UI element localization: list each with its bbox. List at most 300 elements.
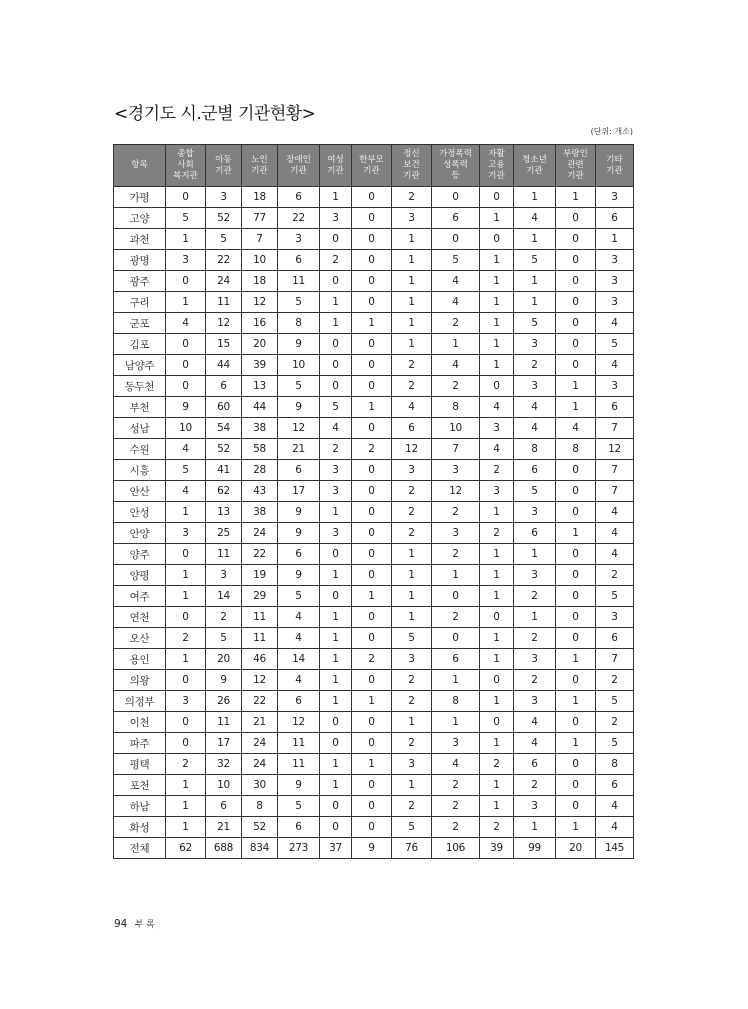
value-cell: 2 (320, 250, 352, 271)
value-cell: 9 (166, 397, 206, 418)
value-cell: 4 (596, 523, 634, 544)
region-cell: 의왕 (114, 670, 166, 691)
value-cell: 4 (514, 712, 556, 733)
value-cell: 0 (556, 628, 596, 649)
value-cell: 25 (206, 523, 242, 544)
value-cell: 1 (320, 649, 352, 670)
value-cell: 8 (432, 397, 480, 418)
value-cell: 11 (206, 544, 242, 565)
value-cell: 0 (556, 229, 596, 250)
table-row (114, 712, 634, 733)
value-cell: 6 (432, 208, 480, 229)
value-cell: 1 (480, 691, 514, 712)
value-cell: 7 (596, 460, 634, 481)
value-cell: 1 (392, 544, 432, 565)
column-header: 부랑인 관련 기관 (556, 145, 596, 187)
value-cell: 1 (480, 628, 514, 649)
value-cell: 2 (596, 670, 634, 691)
value-cell: 0 (556, 775, 596, 796)
value-cell: 1 (480, 502, 514, 523)
value-cell: 3 (596, 376, 634, 397)
value-cell: 2 (206, 607, 242, 628)
value-cell: 1 (320, 565, 352, 586)
value-cell: 0 (556, 355, 596, 376)
header-row (114, 145, 634, 187)
region-cell: 군포 (114, 313, 166, 334)
value-cell: 2 (352, 649, 392, 670)
value-cell: 4 (392, 397, 432, 418)
value-cell: 0 (556, 796, 596, 817)
value-cell: 17 (278, 481, 320, 502)
value-cell: 22 (242, 691, 278, 712)
value-cell: 0 (320, 544, 352, 565)
region-cell: 이천 (114, 712, 166, 733)
value-cell: 3 (392, 208, 432, 229)
value-cell: 1 (166, 586, 206, 607)
region-cell: 김포 (114, 334, 166, 355)
table-row (114, 481, 634, 502)
value-cell: 62 (206, 481, 242, 502)
value-cell: 3 (278, 229, 320, 250)
value-cell: 1 (320, 754, 352, 775)
value-cell: 32 (206, 754, 242, 775)
value-cell: 3 (596, 250, 634, 271)
value-cell: 10 (242, 250, 278, 271)
value-cell: 1 (320, 313, 352, 334)
value-cell: 77 (242, 208, 278, 229)
value-cell: 1 (480, 334, 514, 355)
value-cell: 3 (514, 334, 556, 355)
value-cell: 2 (432, 817, 480, 838)
value-cell: 38 (242, 502, 278, 523)
value-cell: 12 (392, 439, 432, 460)
region-cell: 동두천 (114, 376, 166, 397)
value-cell: 2 (392, 355, 432, 376)
value-cell: 3 (166, 691, 206, 712)
value-cell: 12 (278, 418, 320, 439)
value-cell: 2 (320, 439, 352, 460)
value-cell: 1 (556, 376, 596, 397)
value-cell: 2 (514, 628, 556, 649)
value-cell: 26 (206, 691, 242, 712)
value-cell: 0 (166, 544, 206, 565)
value-cell: 24 (242, 733, 278, 754)
value-cell: 1 (514, 271, 556, 292)
value-cell: 0 (320, 712, 352, 733)
value-cell: 1 (514, 292, 556, 313)
value-cell: 4 (432, 355, 480, 376)
region-cell: 양주 (114, 544, 166, 565)
value-cell: 8 (596, 754, 634, 775)
value-cell: 0 (556, 250, 596, 271)
value-cell: 52 (206, 439, 242, 460)
value-cell: 0 (556, 271, 596, 292)
value-cell: 41 (206, 460, 242, 481)
value-cell: 1 (320, 775, 352, 796)
column-header: 종합 사회 복지관 (166, 145, 206, 187)
value-cell: 43 (242, 481, 278, 502)
value-cell: 1 (514, 607, 556, 628)
value-cell: 145 (596, 838, 634, 859)
value-cell: 76 (392, 838, 432, 859)
value-cell: 0 (352, 565, 392, 586)
value-cell: 1 (352, 313, 392, 334)
value-cell: 5 (278, 586, 320, 607)
value-cell: 20 (206, 649, 242, 670)
value-cell: 0 (352, 607, 392, 628)
value-cell: 24 (242, 754, 278, 775)
value-cell: 2 (432, 502, 480, 523)
table-row (114, 817, 634, 838)
value-cell: 9 (352, 838, 392, 859)
value-cell: 0 (166, 712, 206, 733)
value-cell: 2 (432, 313, 480, 334)
value-cell: 1 (320, 187, 352, 208)
value-cell: 6 (596, 775, 634, 796)
value-cell: 11 (242, 607, 278, 628)
value-cell: 8 (514, 439, 556, 460)
region-cell: 광주 (114, 271, 166, 292)
value-cell: 0 (320, 817, 352, 838)
value-cell: 1 (166, 565, 206, 586)
value-cell: 1 (320, 502, 352, 523)
region-cell: 광명 (114, 250, 166, 271)
value-cell: 1 (320, 670, 352, 691)
value-cell: 3 (392, 754, 432, 775)
table-row (114, 397, 634, 418)
value-cell: 4 (320, 418, 352, 439)
value-cell: 12 (242, 670, 278, 691)
value-cell: 1 (320, 292, 352, 313)
value-cell: 4 (278, 607, 320, 628)
region-cell: 파주 (114, 733, 166, 754)
value-cell: 11 (206, 712, 242, 733)
value-cell: 1 (166, 775, 206, 796)
value-cell: 1 (480, 796, 514, 817)
value-cell: 3 (206, 565, 242, 586)
value-cell: 8 (556, 439, 596, 460)
value-cell: 6 (432, 649, 480, 670)
value-cell: 2 (480, 754, 514, 775)
value-cell: 3 (596, 271, 634, 292)
value-cell: 5 (206, 229, 242, 250)
value-cell: 10 (166, 418, 206, 439)
value-cell: 273 (278, 838, 320, 859)
value-cell: 4 (514, 397, 556, 418)
table-row (114, 628, 634, 649)
value-cell: 0 (166, 733, 206, 754)
value-cell: 0 (480, 229, 514, 250)
value-cell: 5 (166, 460, 206, 481)
value-cell: 3 (392, 649, 432, 670)
value-cell: 3 (514, 502, 556, 523)
value-cell: 0 (320, 271, 352, 292)
value-cell: 6 (278, 187, 320, 208)
value-cell: 0 (352, 481, 392, 502)
value-cell: 5 (596, 586, 634, 607)
value-cell: 4 (166, 481, 206, 502)
value-cell: 9 (278, 334, 320, 355)
value-cell: 4 (514, 418, 556, 439)
value-cell: 1 (392, 292, 432, 313)
table-row (114, 460, 634, 481)
value-cell: 14 (278, 649, 320, 670)
value-cell: 4 (480, 439, 514, 460)
value-cell: 99 (514, 838, 556, 859)
value-cell: 0 (352, 712, 392, 733)
table-row (114, 502, 634, 523)
value-cell: 1 (556, 523, 596, 544)
value-cell: 5 (278, 292, 320, 313)
value-cell: 6 (278, 691, 320, 712)
value-cell: 22 (278, 208, 320, 229)
value-cell: 3 (480, 418, 514, 439)
value-cell: 11 (278, 733, 320, 754)
value-cell: 5 (278, 796, 320, 817)
region-cell: 시흥 (114, 460, 166, 481)
value-cell: 2 (480, 817, 514, 838)
region-cell: 연천 (114, 607, 166, 628)
value-cell: 0 (352, 733, 392, 754)
table-row (114, 229, 634, 250)
value-cell: 0 (320, 733, 352, 754)
value-cell: 0 (556, 565, 596, 586)
value-cell: 10 (206, 775, 242, 796)
value-cell: 6 (596, 397, 634, 418)
value-cell: 52 (206, 208, 242, 229)
value-cell: 5 (596, 733, 634, 754)
value-cell: 1 (392, 271, 432, 292)
value-cell: 1 (432, 670, 480, 691)
value-cell: 20 (556, 838, 596, 859)
value-cell: 4 (278, 670, 320, 691)
value-cell: 13 (242, 376, 278, 397)
region-cell: 화성 (114, 817, 166, 838)
column-header: 한부모 기관 (352, 145, 392, 187)
value-cell: 6 (514, 523, 556, 544)
region-cell: 안성 (114, 502, 166, 523)
value-cell: 0 (352, 796, 392, 817)
value-cell: 18 (242, 187, 278, 208)
value-cell: 1 (514, 187, 556, 208)
value-cell: 2 (480, 460, 514, 481)
value-cell: 9 (278, 565, 320, 586)
value-cell: 0 (352, 334, 392, 355)
value-cell: 11 (278, 271, 320, 292)
value-cell: 12 (242, 292, 278, 313)
value-cell: 14 (206, 586, 242, 607)
value-cell: 834 (242, 838, 278, 859)
table-row (114, 649, 634, 670)
value-cell: 2 (352, 439, 392, 460)
value-cell: 12 (596, 439, 634, 460)
value-cell: 1 (166, 649, 206, 670)
value-cell: 4 (432, 292, 480, 313)
value-cell: 2 (596, 565, 634, 586)
page-number: 94 (114, 918, 128, 930)
value-cell: 21 (206, 817, 242, 838)
value-cell: 1 (480, 586, 514, 607)
value-cell: 0 (480, 607, 514, 628)
value-cell: 22 (206, 250, 242, 271)
region-cell: 평택 (114, 754, 166, 775)
value-cell: 5 (514, 250, 556, 271)
value-cell: 0 (556, 607, 596, 628)
value-cell: 0 (320, 796, 352, 817)
region-cell: 여주 (114, 586, 166, 607)
value-cell: 0 (166, 355, 206, 376)
value-cell: 0 (352, 208, 392, 229)
value-cell: 4 (480, 397, 514, 418)
value-cell: 1 (320, 628, 352, 649)
value-cell: 6 (596, 628, 634, 649)
value-cell: 7 (596, 649, 634, 670)
value-cell: 2 (514, 355, 556, 376)
value-cell: 11 (242, 628, 278, 649)
value-cell: 13 (206, 502, 242, 523)
value-cell: 7 (596, 481, 634, 502)
value-cell: 4 (514, 208, 556, 229)
value-cell: 2 (392, 523, 432, 544)
table-row (114, 523, 634, 544)
value-cell: 1 (320, 607, 352, 628)
region-cell: 의정부 (114, 691, 166, 712)
section-label: 부 록 (134, 920, 155, 930)
value-cell: 6 (206, 796, 242, 817)
value-cell: 0 (320, 355, 352, 376)
value-cell: 1 (392, 250, 432, 271)
value-cell: 8 (242, 796, 278, 817)
value-cell: 54 (206, 418, 242, 439)
value-cell: 15 (206, 334, 242, 355)
value-cell: 1 (480, 544, 514, 565)
value-cell: 29 (242, 586, 278, 607)
value-cell: 1 (480, 355, 514, 376)
value-cell: 0 (320, 334, 352, 355)
value-cell: 0 (166, 607, 206, 628)
value-cell: 0 (352, 460, 392, 481)
value-cell: 1 (392, 334, 432, 355)
value-cell: 0 (480, 187, 514, 208)
value-cell: 0 (352, 775, 392, 796)
value-cell: 0 (556, 754, 596, 775)
value-cell: 1 (392, 586, 432, 607)
value-cell: 1 (480, 733, 514, 754)
value-cell: 62 (166, 838, 206, 859)
region-cell: 부천 (114, 397, 166, 418)
column-header: 노인 기관 (242, 145, 278, 187)
value-cell: 0 (320, 586, 352, 607)
value-cell: 0 (556, 502, 596, 523)
value-cell: 11 (278, 754, 320, 775)
value-cell: 1 (352, 397, 392, 418)
value-cell: 3 (432, 733, 480, 754)
value-cell: 0 (432, 586, 480, 607)
value-cell: 24 (206, 271, 242, 292)
value-cell: 1 (352, 691, 392, 712)
value-cell: 0 (352, 187, 392, 208)
value-cell: 3 (206, 187, 242, 208)
value-cell: 4 (596, 313, 634, 334)
table-row (114, 355, 634, 376)
value-cell: 2 (514, 775, 556, 796)
value-cell: 0 (480, 376, 514, 397)
value-cell: 10 (432, 418, 480, 439)
value-cell: 12 (206, 313, 242, 334)
column-header: 항목 (114, 145, 166, 187)
region-cell: 양평 (114, 565, 166, 586)
value-cell: 2 (432, 607, 480, 628)
value-cell: 30 (242, 775, 278, 796)
page-footer (114, 917, 155, 930)
value-cell: 0 (556, 712, 596, 733)
value-cell: 2 (432, 376, 480, 397)
value-cell: 1 (596, 229, 634, 250)
value-cell: 0 (352, 229, 392, 250)
value-cell: 4 (596, 796, 634, 817)
value-cell: 2 (392, 187, 432, 208)
table-row (114, 376, 634, 397)
value-cell: 5 (392, 628, 432, 649)
table-row (114, 418, 634, 439)
value-cell: 5 (514, 313, 556, 334)
region-cell: 오산 (114, 628, 166, 649)
value-cell: 10 (278, 355, 320, 376)
value-cell: 0 (556, 544, 596, 565)
value-cell: 9 (278, 502, 320, 523)
value-cell: 2 (432, 775, 480, 796)
region-cell: 과천 (114, 229, 166, 250)
value-cell: 11 (206, 292, 242, 313)
value-cell: 3 (320, 208, 352, 229)
value-cell: 1 (556, 187, 596, 208)
value-cell: 0 (166, 670, 206, 691)
value-cell: 0 (352, 502, 392, 523)
table-row (114, 208, 634, 229)
value-cell: 3 (432, 523, 480, 544)
value-cell: 4 (278, 628, 320, 649)
region-cell: 성남 (114, 418, 166, 439)
value-cell: 2 (480, 523, 514, 544)
value-cell: 3 (514, 796, 556, 817)
value-cell: 4 (514, 733, 556, 754)
value-cell: 0 (166, 334, 206, 355)
value-cell: 5 (432, 250, 480, 271)
region-cell: 수원 (114, 439, 166, 460)
region-cell: 안양 (114, 523, 166, 544)
table-row (114, 775, 634, 796)
column-header: 아동 기관 (206, 145, 242, 187)
region-cell: 전체 (114, 838, 166, 859)
value-cell: 3 (480, 481, 514, 502)
table-row (114, 250, 634, 271)
value-cell: 21 (278, 439, 320, 460)
value-cell: 3 (432, 460, 480, 481)
value-cell: 0 (352, 355, 392, 376)
value-cell: 4 (166, 439, 206, 460)
region-cell: 고양 (114, 208, 166, 229)
value-cell: 2 (392, 376, 432, 397)
value-cell: 9 (278, 397, 320, 418)
value-cell: 3 (596, 607, 634, 628)
value-cell: 0 (166, 271, 206, 292)
value-cell: 6 (278, 250, 320, 271)
value-cell: 39 (480, 838, 514, 859)
value-cell: 0 (556, 481, 596, 502)
value-cell: 3 (514, 376, 556, 397)
value-cell: 1 (556, 817, 596, 838)
value-cell: 2 (392, 502, 432, 523)
